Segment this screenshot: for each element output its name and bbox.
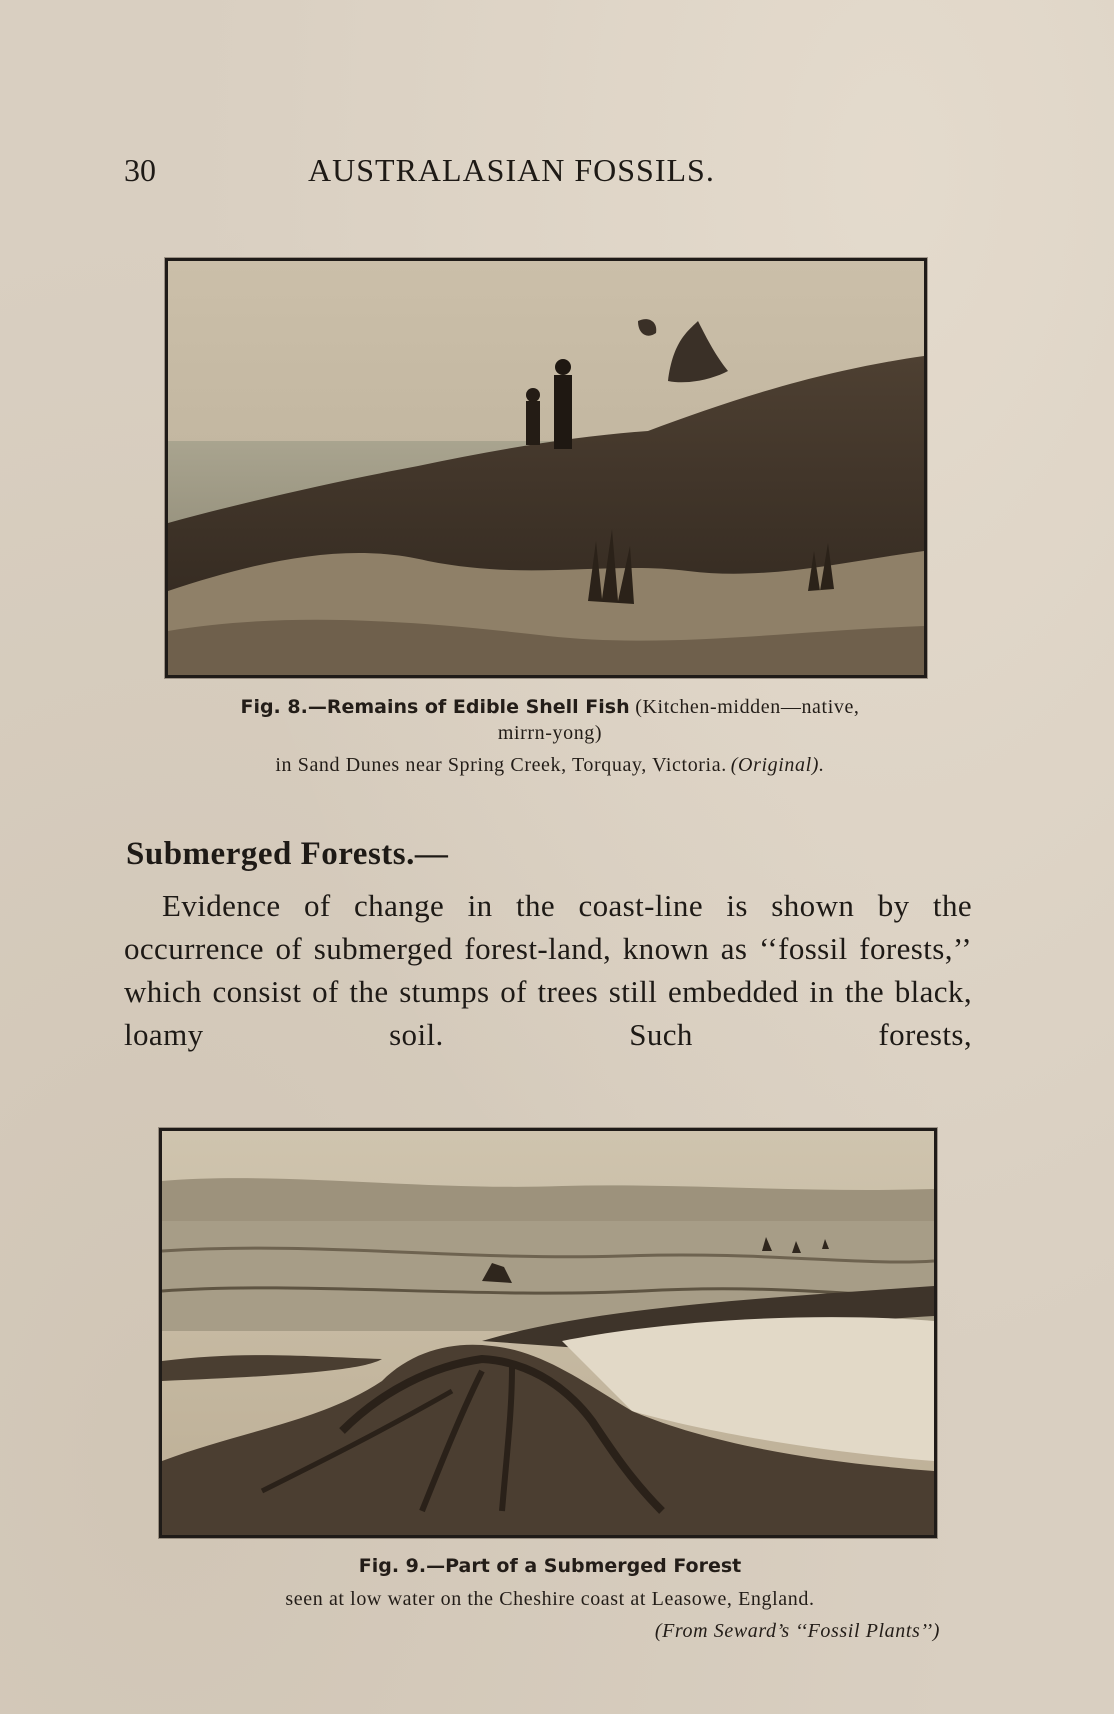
- figure-8-caption-title: Fig. 8.—Remains of Edible Shell Fish: [240, 696, 630, 718]
- figure-8-caption-line-3: [160, 754, 940, 777]
- body-paragraph: Evidence of change in the coast-line is shown by the occurrence of submerged forest-land, known as ‘‘fossil forests,’’ which consist of the stumps of trees still embedded in the black, loamy soil. Such forests,: [124, 888, 972, 1052]
- figure-8-caption-line-2: mirrn-yong): [497, 722, 603, 744]
- page-number: 30: [124, 152, 156, 188]
- running-title: AUSTRALASIAN FOSSILS.: [308, 152, 715, 188]
- figure-9-caption-title: Fig. 9.—Part of a Submerged Forest: [358, 1555, 742, 1577]
- figure-9-caption-line-2: seen at low water on the Cheshire coast at Leasowe, England.: [285, 1588, 815, 1610]
- figure-8-caption-source: (Original).: [730, 754, 825, 776]
- figure-8-caption-line-1: [160, 696, 940, 719]
- figure-8-caption-location: in Sand Dunes near Spring Creek, Torquay, Victoria.: [275, 754, 727, 776]
- figure-8-photo: [165, 258, 927, 678]
- page-header: [120, 152, 1004, 192]
- body-paragraph-container: [124, 884, 972, 1056]
- section-heading: Submerged Forests.—: [126, 836, 449, 872]
- figure-8-caption-detail: (Kitchen-midden—native,: [629, 696, 860, 718]
- figure-9-caption-source: (From Seward’s ‘‘Fossil Plants’’): [654, 1620, 940, 1642]
- figure-9-photo: [159, 1128, 937, 1538]
